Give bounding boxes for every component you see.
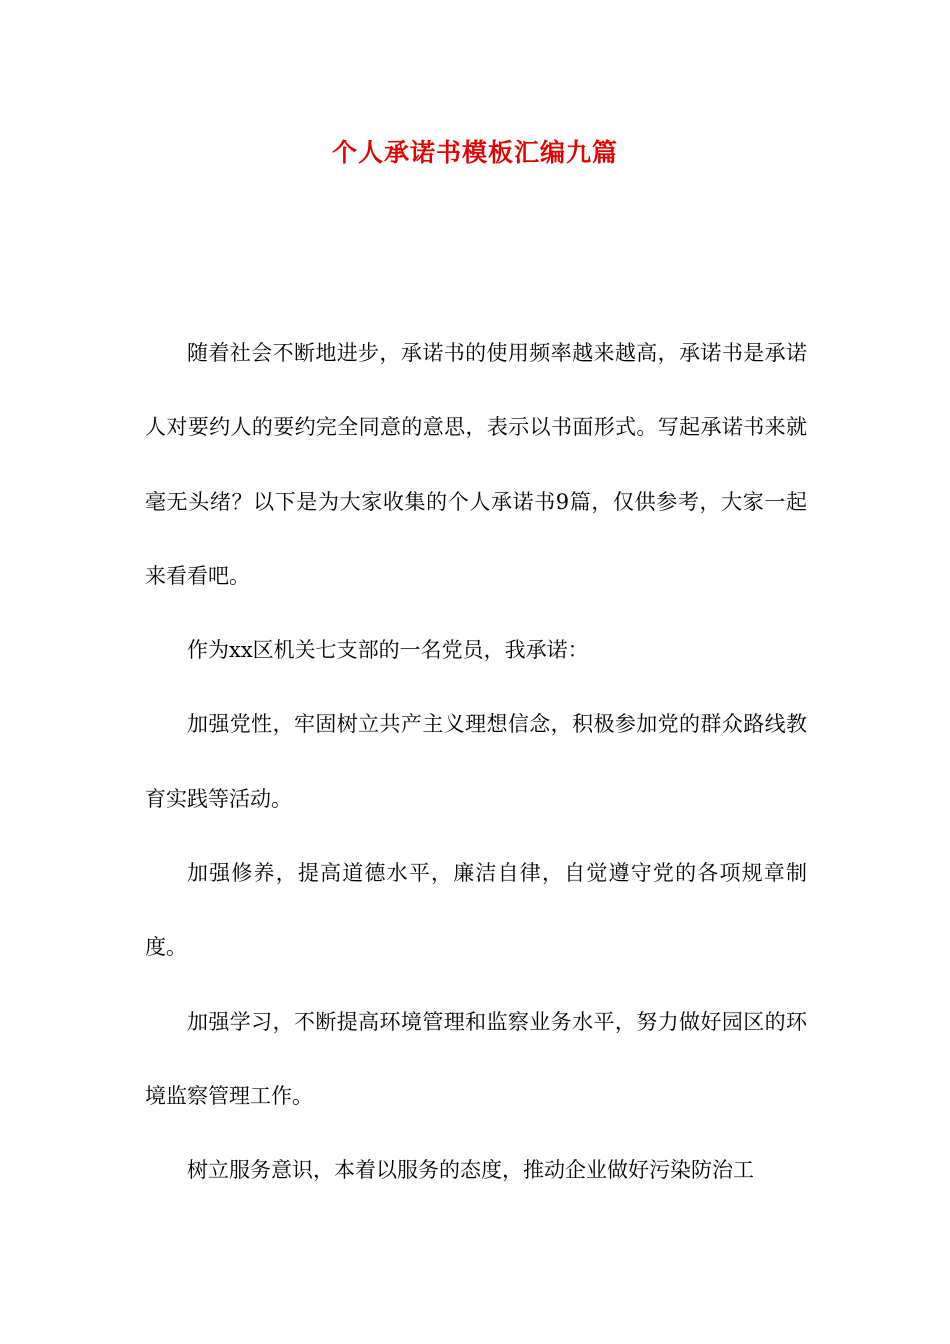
paragraph-self-cultivation: 加强修养，提高道德水平，廉洁自律，自觉遵守党的各项规章制度。 [145, 861, 807, 960]
document-body [145, 316, 807, 1208]
paragraph-service: 树立服务意识，本着以服务的态度，推动企业做好污染防治工 [187, 1158, 754, 1183]
document-title: 个人承诺书模板汇编九篇 [331, 138, 618, 167]
paragraph-study: 加强学习，不断提高环境管理和监察业务水平，努力做好园区的环境监察管理工作。 [145, 1009, 807, 1108]
paragraph-intro: 随着社会不断地进步，承诺书的使用频率越来越高，承诺书是承诺人对要约人的要约完全同意的意思，表示以书面形式。写起承诺书来就毫无头绪？以下是为大家收集的个人承诺书9篇，仅供参考，大家一起来看看吧。 [145, 341, 807, 588]
paragraph-pledge-opening: 作为xx区机关七支部的一名党员，我承诺： [187, 638, 589, 663]
paragraph-party-spirit: 加强党性，牢固树立共产主义理想信念，积极参加党的群众路线教育实践等活动。 [145, 712, 807, 811]
